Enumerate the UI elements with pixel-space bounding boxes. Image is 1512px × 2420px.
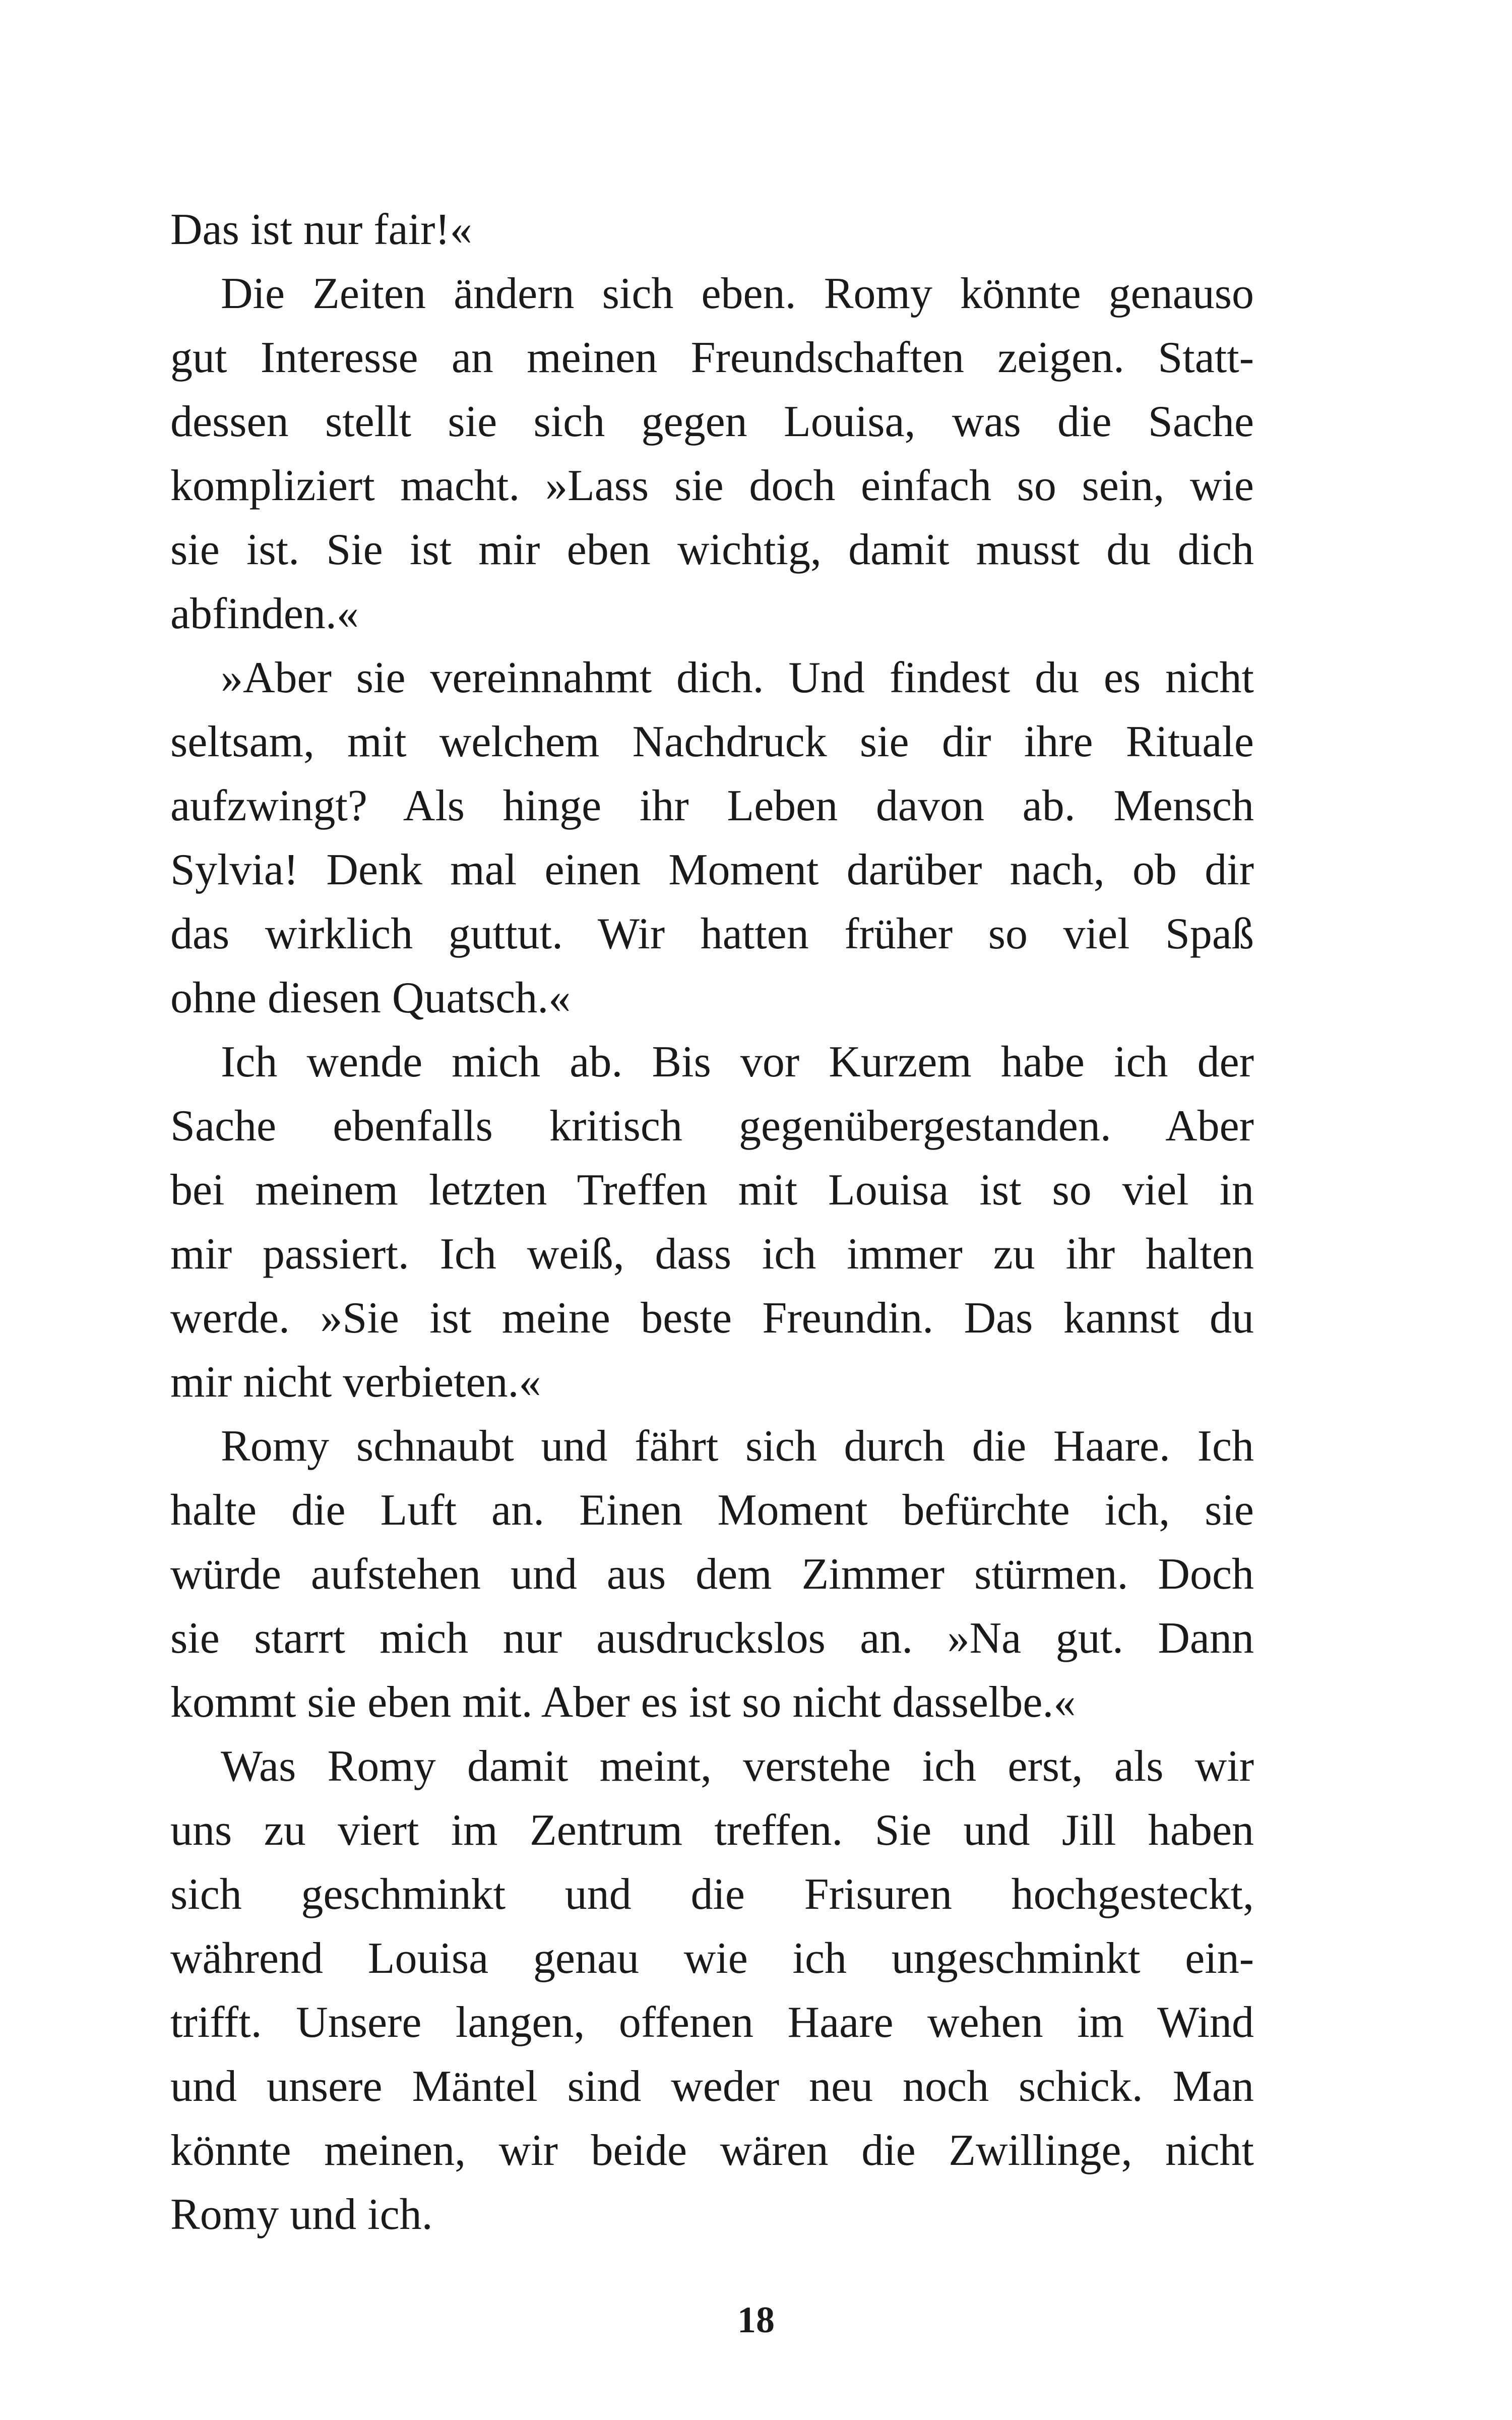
text-line: mir passiert. Ich weiß, dass ich immer zu ihr halten [170, 1230, 1254, 1279]
text-line: Ich wende mich ab. Bis vor Kurzem habe ich der [221, 1038, 1254, 1086]
text-line: sie starrt mich nur ausdruckslos an. »Na gut. Dann [170, 1614, 1254, 1663]
text-line: Das ist nur fair!« [170, 205, 472, 254]
text-line: könnte meinen, wir beide wären die Zwillinge, nicht [170, 2126, 1254, 2175]
text-line: Sylvia! Denk mal einen Moment darüber nach, ob dir [170, 845, 1254, 894]
text-line: dessen stellt sie sich gegen Louisa, was die Sache [170, 397, 1254, 446]
text-line: sich geschminkt und die Frisuren hochgesteckt, [170, 1870, 1254, 1919]
text-line: gut Interesse an meinen Freundschaften zeigen. Statt- [170, 333, 1254, 382]
text-line: ohne diesen Quatsch.« [170, 974, 571, 1022]
text-line: trifft. Unsere langen, offenen Haare wehen im Wind [170, 1998, 1254, 2047]
text-line: werde. »Sie ist meine beste Freundin. Das kannst du [170, 1294, 1254, 1343]
text-line: mir nicht verbieten.« [170, 1358, 541, 1407]
text-line: und unsere Mäntel sind weder neu noch schick. Man [170, 2062, 1254, 2111]
text-line: Sache ebenfalls kritisch gegenübergestanden. Aber [170, 1102, 1254, 1151]
text-line: bei meinem letzten Treffen mit Louisa ist so viel in [170, 1166, 1254, 1215]
text-line: sie ist. Sie ist mir eben wichtig, damit musst du dich [170, 525, 1254, 574]
text-line: uns zu viert im Zentrum treffen. Sie und Jill haben [170, 1806, 1254, 1855]
text-line: aufzwingt? Als hinge ihr Leben davon ab. Mensch [170, 781, 1254, 830]
text-line: das wirklich guttut. Wir hatten früher so viel Spaß [170, 910, 1254, 958]
text-line: kommt sie eben mit. Aber es ist so nicht dasselbe.« [170, 1678, 1076, 1727]
body-text [170, 198, 1254, 2247]
text-line: würde aufstehen und aus dem Zimmer stürmen. Doch [170, 1550, 1254, 1599]
text-line: Die Zeiten ändern sich eben. Romy könnte genauso [221, 269, 1254, 318]
text-line: abfinden.« [170, 589, 359, 638]
text-line: »Aber sie vereinnahmt dich. Und findest du es nicht [221, 653, 1254, 702]
text-line: halte die Luft an. Einen Moment befürchte ich, sie [170, 1486, 1254, 1535]
text-line: Was Romy damit meint, verstehe ich erst, als wir [221, 1742, 1254, 1791]
page-number: 18 [737, 2300, 775, 2341]
text-line: Romy schnaubt und fährt sich durch die Haare. Ich [221, 1422, 1254, 1471]
text-line: Romy und ich. [170, 2190, 433, 2239]
text-line: während Louisa genau wie ich ungeschminkt ein- [170, 1934, 1254, 1983]
text-line: kompliziert macht. »Lass sie doch einfach so sein, wie [170, 461, 1254, 510]
text-line: seltsam, mit welchem Nachdruck sie dir ihre Rituale [170, 717, 1254, 766]
